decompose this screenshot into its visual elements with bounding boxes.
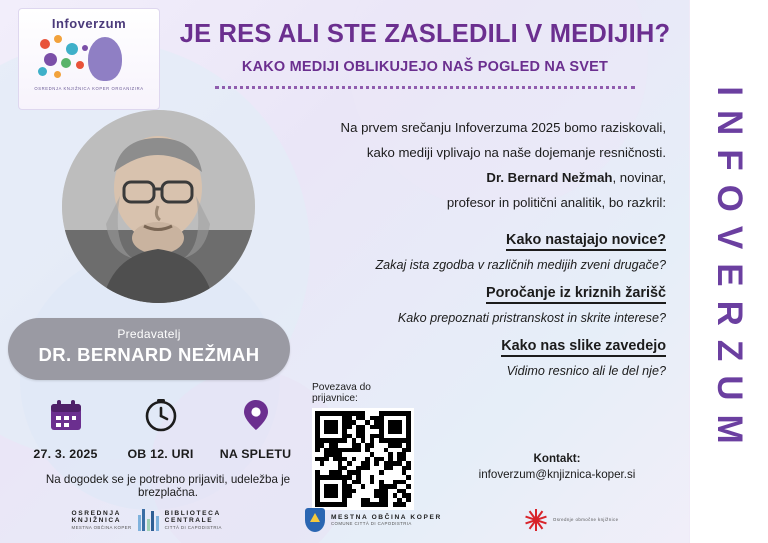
clock-icon	[144, 398, 178, 437]
calendar-icon	[49, 398, 83, 437]
speaker-plate-name: DR. BERNARD NEŽMAH	[38, 344, 260, 365]
dot-icon	[54, 71, 61, 78]
intro-line-1: Na prvem srečanju Infoverzuma 2025 bomo raziskovali,	[340, 120, 666, 135]
footer-logo-line3: CITTÀ DI CAPODISTRIA	[164, 525, 222, 531]
qa-answer: Zakaj ista zgodba v različnih medijih zveni drugače?	[375, 257, 666, 272]
footer-logo-line2: COMUNE CITTÀ DI CAPODISTRIA	[330, 521, 412, 527]
speaker-role-a: , novinar,	[612, 170, 666, 186]
speaker-plate	[8, 318, 290, 380]
speaker-portrait	[62, 110, 255, 303]
dot-icon	[61, 58, 71, 68]
qa-item	[300, 219, 666, 272]
speaker-plate-role: Predavatelj	[117, 327, 181, 341]
event-location-item	[210, 398, 302, 461]
book-bars-icon	[138, 509, 159, 531]
qa-question: Kako nastajajo novice?	[506, 232, 666, 251]
poster-title: JE RES ALI STE ZASLEDILI V MEDIJIH?	[179, 20, 671, 48]
divider	[215, 86, 635, 89]
mestna-obcina-koper-logo	[305, 508, 442, 532]
event-date-label: 27. 3. 2025	[33, 447, 98, 461]
event-location-label: NA SPLETU	[219, 447, 292, 461]
qr-label: Povezava do prijavnice:	[312, 382, 371, 404]
osrednja-knjiznica-koper-logo	[72, 509, 222, 531]
footer-logo-line1: Osrednje območne knjižnice	[552, 517, 619, 523]
footer-logo-line1: MESTNA OBČINA KOPER	[330, 513, 442, 521]
headline-block	[175, 20, 675, 89]
footer-logo-line3: MESTNA OBČINA KOPER	[71, 525, 132, 531]
footer-logo-line1: OSREDNJA	[71, 509, 121, 517]
body-text-block	[300, 118, 666, 378]
qa-item	[300, 325, 666, 378]
qa-question: Kako nas slike zavedejo	[501, 338, 666, 357]
dot-icon	[82, 45, 88, 51]
speaker-intro-line-1	[300, 168, 666, 187]
registration-note: Na dogodek se je potrebno prijaviti, udeležba je brezplačna.	[45, 473, 291, 499]
footer-logos	[0, 497, 690, 543]
side-band-text: INFOVERZUM	[710, 85, 749, 458]
qr-code-pattern	[315, 411, 411, 507]
logo-title: Infoverzum	[51, 16, 127, 31]
dot-icon	[40, 39, 50, 49]
dot-icon	[66, 43, 78, 55]
head-silhouette-icon	[88, 37, 122, 81]
event-time-item	[115, 398, 207, 461]
event-date-item	[20, 398, 112, 461]
contact-email[interactable]: infoverzum@knjiznica-koper.si	[478, 468, 636, 481]
logo-artwork	[30, 33, 148, 85]
poster-subtitle: KAKO MEDIJI OBLIKUJEJO NAŠ POGLED NA SVET	[241, 59, 609, 76]
contact-block	[442, 452, 672, 481]
star-burst-icon	[525, 509, 547, 531]
qa-answer: Vidimo resnico ali le del nje?	[506, 363, 666, 378]
contact-title: Kontakt:	[533, 452, 581, 465]
speaker-name: Dr. Bernard Nežmah	[486, 170, 613, 186]
footer-logo-line2: KNJIŽNICA	[71, 517, 122, 525]
side-band	[689, 0, 768, 543]
infoverzum-logo	[18, 8, 160, 110]
portrait-image	[62, 110, 255, 303]
footer-logo-line2: CENTRALE	[164, 517, 214, 525]
dot-icon	[38, 67, 47, 76]
qr-code[interactable]	[312, 408, 414, 510]
dot-icon	[54, 35, 62, 43]
footer-logo-line1: BIBLIOTECA	[164, 509, 221, 517]
speaker-intro-line-2: profesor in politični analitik, bo razkril:	[446, 195, 666, 211]
qa-answer: Kako prepoznati pristranskost in skrite interese?	[397, 310, 666, 325]
osrednje-obmocne-knjiznice-logo	[525, 509, 619, 531]
qr-block	[312, 382, 417, 510]
event-info-row	[18, 398, 303, 461]
location-pin-icon	[239, 398, 273, 437]
logo-subtitle: OSREDNJA KNJIŽNICA KOPER ORGANIZIRA	[34, 86, 144, 91]
coat-of-arms-icon	[305, 508, 325, 532]
dot-icon	[44, 53, 57, 66]
event-time-label: OB 12. URI	[127, 447, 194, 461]
qa-item	[300, 272, 666, 325]
qa-question: Poročanje iz kriznih žarišč	[486, 285, 666, 304]
intro-line-2: kako mediji vplivajo na naše dojemanje resničnosti.	[366, 145, 666, 161]
dot-icon	[76, 61, 84, 69]
